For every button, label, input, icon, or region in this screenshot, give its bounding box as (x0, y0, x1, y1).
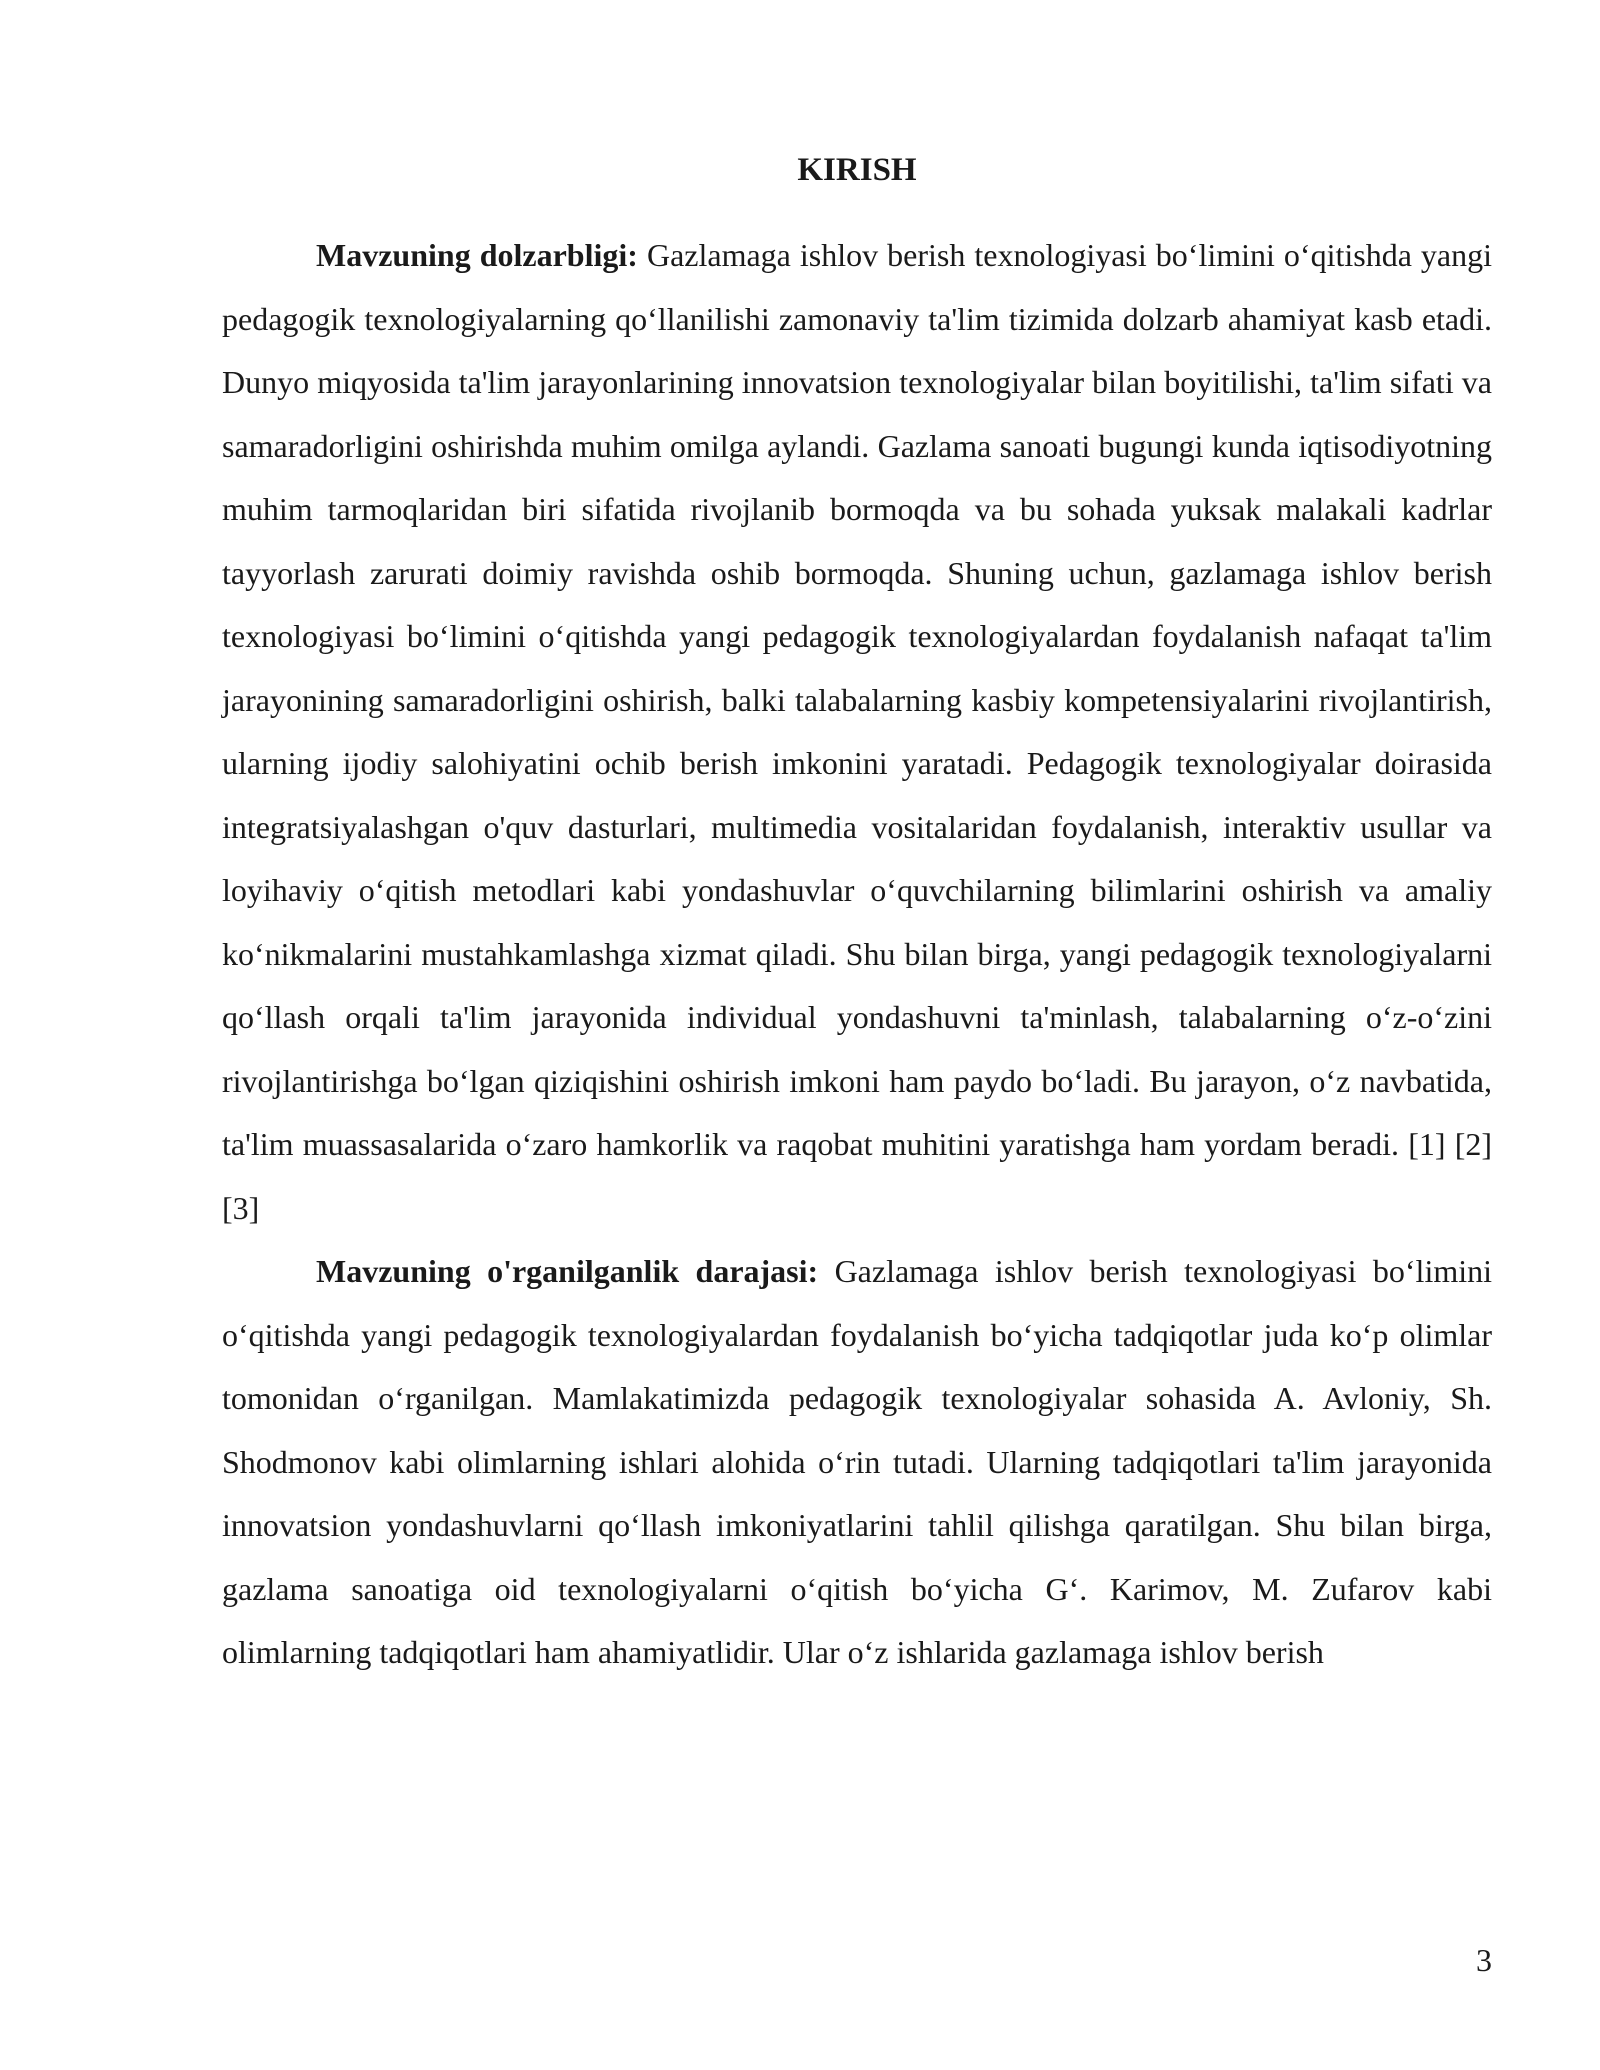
paragraph-lead: Mavzuning dolzarbligi: (316, 237, 638, 273)
paragraph-lead: Mavzuning o'rganilganlik darajasi: (316, 1253, 819, 1289)
page-number: 3 (1476, 1942, 1492, 1978)
paragraph-study-level (222, 1240, 1492, 1685)
paragraph-body: Gazlamaga ishlov berish texnologiyasi bo‘limini o‘qitishda yangi pedagogik texnologiyalarning qo‘llanilishi zamonaviy ta'lim tizimida dolzarb ahamiyat kasb etadi. Dunyo miqyosida ta'lim jarayonlarining innovatsion texnologiyalar bilan boyitilishi, ta'lim sifati va samaradorligini oshirishda muhim omilga aylandi. Gazlama sanoati bugungi kunda iqtisodiyotning muhim tarmoqlaridan biri sifatida rivojlanib bormoqda va bu sohada yuksak malakali kadrlar tayyorlash zarurati doimiy ravishda oshib bormoqda. Shuning uchun, gazlamaga ishlov berish texnologiyasi bo‘limini o‘qitishda yangi pedagogik texnologiyalardan foydalanish nafaqat ta'lim jarayonining samaradorligini oshirish, balki talabalarning kasbiy kompetensiyalarini rivojlantirish, ularning ijodiy salohiyatini ochib berish imkonini yaratadi. Pedagogik texnologiyalar doirasida integratsiyalashgan o'quv dasturlari, multimedia vositalaridan foydalanish, interaktiv usullar va loyihaviy o‘qitish metodlari kabi yondashuvlar o‘quvchilarning bilimlarini oshirish va amaliy ko‘nikmalarini mustahkamlashga xizmat qiladi. Shu bilan birga, yangi pedagogik texnologiyalarni qo‘llash orqali ta'lim jarayonida individual yondashuvni ta'minlash, talabalarning o‘z-o‘zini rivojlantirishga bo‘lgan qiziqishini oshirish imkoni ham paydo bo‘ladi. Bu jarayon, o‘z navbatida, ta'lim muassasalarida o‘zaro hamkorlik va raqobat muhitini yaratishga ham yordam beradi. [1] [2] [3] (222, 237, 1493, 1226)
section-title: KIRISH (797, 152, 917, 188)
document-page (222, 150, 1492, 1685)
paragraph-relevance (222, 224, 1492, 1240)
paragraph-body: Gazlamaga ishlov berish texnologiyasi bo‘limini o‘qitishda yangi pedagogik texnologiyalardan foydalanish bo‘yicha tadqiqotlar juda ko‘p olimlar tomonidan o‘rganilgan. Mamlakatimizda pedagogik texnologiyalar sohasida A. Avloniy, Sh. Shodmonov kabi olimlarning ishlari alohida o‘rin tutadi. Ularning tadqiqotlari ta'lim jarayonida innovatsion yondashuvlarni qo‘llash imkoniyatlarini tahlil qilishga qaratilgan. Shu bilan birga, gazlama sanoatiga oid texnologiyalarni o‘qitish bo‘yicha G‘. Karimov, M. Zufarov kabi olimlarning tadqiqotlari ham ahamiyatlidir. Ular o‘z ishlarida gazlamaga ishlov berish (222, 1253, 1492, 1670)
